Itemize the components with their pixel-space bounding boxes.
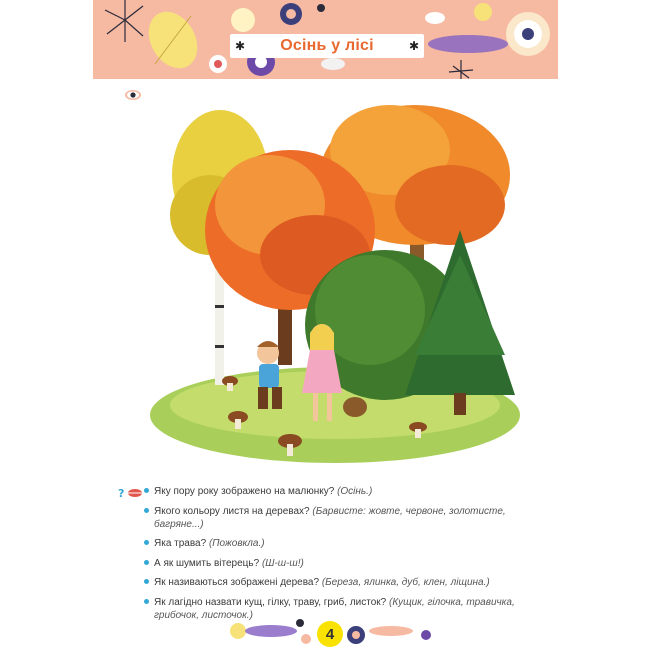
header-banner xyxy=(93,0,558,79)
answer-text: (Кущик, гілочка, травичка, грибочок, листочок.) xyxy=(154,596,515,621)
question-text: Якого кольору листя на деревах? xyxy=(154,505,310,517)
question-item xyxy=(146,576,536,589)
questions-list xyxy=(146,485,536,628)
eye-icon xyxy=(124,88,142,106)
answer-text: (Осінь.) xyxy=(337,486,373,497)
page-title: Осінь у лісі xyxy=(280,37,374,54)
question-text: Як лагідно назвати кущ, гілку, траву, гриб, листок? xyxy=(154,596,387,608)
title-plate xyxy=(230,34,424,58)
question-item xyxy=(146,485,536,498)
bullet-icon xyxy=(144,560,149,565)
question-text: А як шумить вітерець? xyxy=(154,557,260,569)
bullet-icon xyxy=(144,540,149,545)
answer-text: (Береза, ялинка, дуб, клен, ліщина.) xyxy=(321,577,490,588)
star-right-icon: ✱ xyxy=(408,39,419,53)
star-left-icon: ✱ xyxy=(235,39,246,53)
autumn-forest-illustration xyxy=(150,95,520,465)
question-text: Яку пору року зображено на малюнку? xyxy=(154,486,335,497)
bullet-icon xyxy=(144,508,149,513)
question-item xyxy=(146,537,536,550)
svg-text:?: ? xyxy=(118,487,125,499)
question-item xyxy=(146,557,536,570)
bullet-icon xyxy=(144,599,149,604)
question-text: Яка трава? xyxy=(154,538,207,549)
speech-question-icon xyxy=(118,486,144,504)
question-item xyxy=(146,505,536,531)
page-number: 4 xyxy=(317,621,343,647)
answer-text: (Барвисте: жовте, червоне, золотисте, багряне...) xyxy=(154,505,506,530)
bullet-icon xyxy=(144,579,149,584)
bullet-icon xyxy=(144,488,149,493)
question-text: Як називаються зображені дерева? xyxy=(154,577,320,588)
answer-text: (Пожовкла.) xyxy=(208,538,265,549)
answer-text: (Ш-ш-ш!) xyxy=(261,557,304,569)
